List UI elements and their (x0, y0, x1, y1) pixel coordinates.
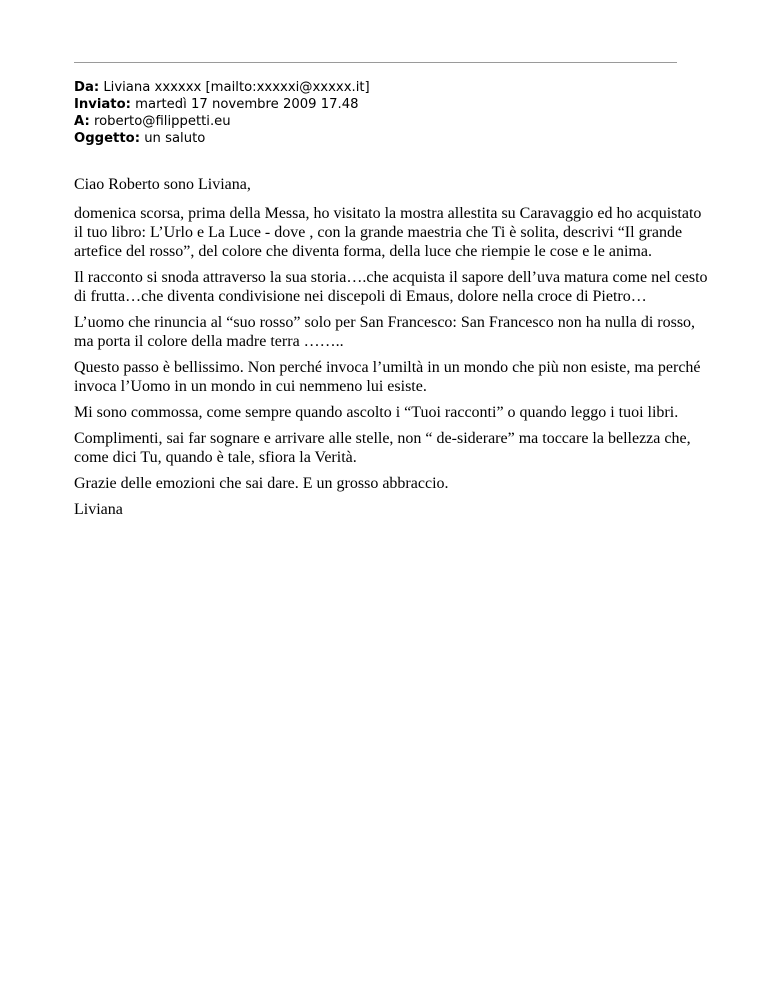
body-paragraph: Questo passo è bellissimo. Non perché invoca l’umiltà in un mondo che più non esiste, ma perché invoca l’Uomo in un mondo in cui nemmeno lui esiste. (74, 359, 701, 395)
from-label: Da: (74, 80, 100, 95)
email-body (74, 175, 714, 526)
from-line (74, 79, 694, 96)
header-divider (74, 62, 677, 63)
sent-line (74, 96, 694, 113)
body-paragraph: Complimenti, sai far sognare e arrivare alle stelle, non “ de-siderare” ma toccare la bellezza che, come dici Tu, quando è tale, sfiora la Verità. (74, 430, 691, 466)
body-paragraph: Mi sono commossa, come sempre quando ascolto i “Tuoi racconti” o quando leggo i tuoi libri. (74, 404, 679, 421)
body-paragraph: L’uomo che rinuncia al “suo rosso” solo per San Francesco: San Francesco non ha nulla di rosso, ma porta il colore della madre terra …….. (74, 314, 696, 350)
subject-line (74, 130, 694, 147)
body-paragraph: Grazie delle emozioni che sai dare. E un grosso abbraccio. (74, 475, 449, 492)
to-line (74, 113, 694, 130)
to-label: A: (74, 114, 90, 129)
from-value: Liviana xxxxxx [mailto:xxxxxi@xxxxx.it] (103, 80, 370, 95)
sent-value: martedì 17 novembre 2009 17.48 (135, 97, 359, 112)
to-value: roberto@filippetti.eu (93, 114, 231, 129)
email-header (74, 79, 694, 147)
signature: Liviana (74, 501, 123, 518)
body-paragraph: Il racconto si snoda attraverso la sua storia….che acquista il sapore dell’uva matura come nel cesto di frutta…che diventa condivisione nei discepoli di Emaus, dolore nella croce di Pietro… (74, 269, 708, 305)
subject-label: Oggetto: (74, 131, 140, 146)
subject-value: un saluto (144, 131, 206, 146)
body-paragraph: domenica scorsa, prima della Messa, ho visitato la mostra allestita su Caravaggio ed ho acquistato il tuo libro: L’Urlo e La Luce - dove , con la grande maestria che Ti è solita, descrivi “Il grande artefice del rosso”, del colore che diventa forma, della luce che riempie le cose e le anima. (74, 205, 702, 260)
greeting: Ciao Roberto sono Liviana, (74, 176, 251, 193)
sent-label: Inviato: (74, 97, 131, 112)
